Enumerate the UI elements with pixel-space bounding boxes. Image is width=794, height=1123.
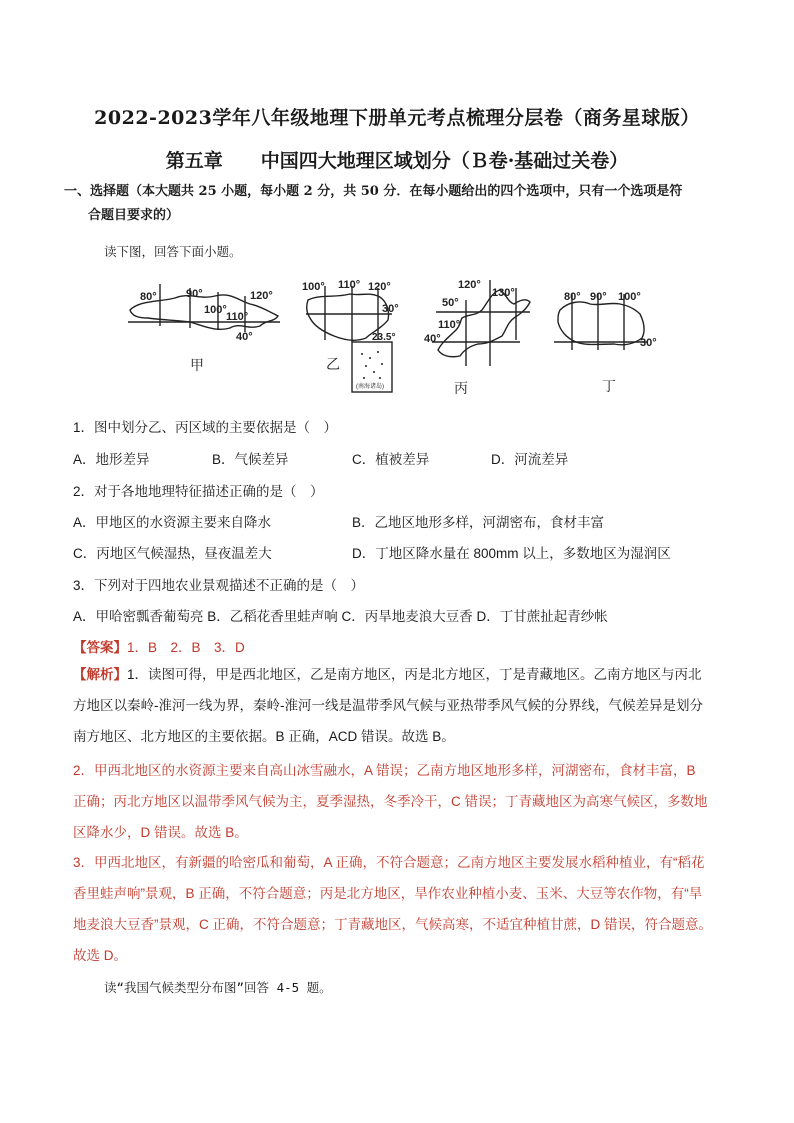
- analysis-line: 正确；丙北方地区以温带季风气候为主，夏季湿热，冬季冷干，C 错误；丁青藏地区为高寒气候区，多数地: [73, 794, 708, 809]
- answer-line: [73, 636, 245, 656]
- map-jia-lat-1: 40°: [236, 331, 253, 343]
- map-ding-lon-1: 80°: [564, 291, 581, 303]
- analysis-line: 地麦浪大豆香”景观，C 正确，不符合题意；丁青藏地区，气候高寒，不适宜种植甘蔗，D 错误，符合题意。: [73, 917, 712, 932]
- q1-option-b: B．气候差异: [212, 452, 289, 467]
- region-maps-svg: [120, 270, 680, 400]
- map-jia-label: 甲: [190, 357, 204, 373]
- map-jia-lon-1: 80°: [140, 291, 157, 303]
- map-yi-lon-2: 110°: [338, 279, 361, 291]
- analysis-line: 故选 D。: [73, 948, 127, 963]
- map-jia-lon-2: 90°: [186, 288, 203, 300]
- analysis-tag: 【解析】: [73, 667, 127, 682]
- analysis-paragraph-3: [73, 847, 728, 971]
- analysis-line: 香里蛙声响”景观，B 正确，不符合题意；丙是北方地区，旱作农业种植小麦、玉米、大豆等农作物，有“旱: [73, 886, 703, 901]
- map-yi-lon-3: 120°: [368, 281, 391, 293]
- map-bing-label: 丙: [454, 380, 468, 396]
- answer-tag: 【答案】: [73, 640, 127, 655]
- read-instruction-2: 读“我国气候类型分布图”回答 4-5 题。: [104, 980, 332, 995]
- map-ding-outline: [558, 302, 644, 345]
- q2-option-a: A．甲地区的水资源主要来自降水: [73, 515, 272, 530]
- map-bing-lon-2: 130°: [492, 287, 515, 299]
- analysis-line: 【解析】1．读图可得，甲是西北地区，乙是南方地区，丙是北方地区，丁是青藏地区。乙南方地区与丙北: [73, 667, 702, 682]
- region-maps: [120, 270, 680, 400]
- q2-option-c: C．丙地区气候湿热，昼夜温差大: [73, 546, 272, 561]
- map-ding-lon-3: 100°: [618, 291, 641, 303]
- q1-option-c: C．植被差异: [352, 452, 430, 467]
- map-bing-lat-2: 40°: [424, 333, 441, 345]
- map-yi-lon-1: 100°: [302, 281, 325, 293]
- map-ding-lon-2: 90°: [590, 291, 607, 303]
- q3-options: A．甲哈密瓢香葡萄亮 B．乙稻花香里蛙声响 C．丙旱地麦浪大豆香 D．丁甘蔗扯起青纱帐: [73, 609, 608, 624]
- map-jia-lon-4: 110°: [226, 311, 249, 323]
- question-1-stem: 1．图中划分乙、丙区域的主要依据是（ ）: [73, 420, 338, 435]
- question-3-stem: 3．下列对于四地农业景观描述不正确的是（ ）: [73, 578, 365, 593]
- map-jia-lon-3: 100°: [204, 304, 227, 316]
- analysis-line: 2．甲西北地区的水资源主要来自高山冰雪融水，A 错误；乙南方地区地形多样，河湖密布，食材丰富，B: [73, 763, 696, 778]
- map-ding-lat-1: 30°: [640, 337, 657, 349]
- document-title: 2022-2023学年八年级地理下册单元考点梳理分层卷（商务星球版）: [94, 107, 700, 129]
- section-heading-line2: 合题目要求的）: [88, 208, 180, 223]
- analysis-line: 南方地区、北方地区的主要依据。B 正确，ACD 错误。故选 B。: [73, 729, 455, 744]
- map-yi-inset-dots: [361, 351, 383, 379]
- map-yi-lat-2: 23.5°: [372, 332, 396, 343]
- q2-option-b: B．乙地区地形多样，河湖密布，食材丰富: [352, 515, 605, 530]
- map-jia-lon-5: 120°: [250, 290, 273, 302]
- analysis-line: 3．甲西北地区，有新疆的哈密瓜和葡萄，A 正确，不符合题意；乙南方地区主要发展水稻种植业，有“稻花: [73, 855, 705, 870]
- map-bing-lat-1: 50°: [442, 297, 459, 309]
- analysis-paragraph-2: [73, 755, 728, 848]
- q1-option-a: A．地形差异: [73, 452, 150, 467]
- q1-option-d: D．河流差异: [491, 452, 569, 467]
- map-bing-lon-3: 110°: [438, 319, 461, 331]
- analysis-line: 区降水少，D 错误。故选 B。: [73, 825, 248, 840]
- read-instruction: 读下图，回答下面小题。: [104, 244, 242, 259]
- analysis-line: 方地区以秦岭-淮河一线为界，秦岭-淮河一线是温带季风气候与亚热带季风气候的分界线，气候差异是划分: [73, 698, 703, 713]
- section-heading: [64, 180, 724, 228]
- map-yi-label: 乙: [326, 356, 340, 372]
- map-yi-inset-label: (南海诸岛): [356, 384, 384, 390]
- analysis-paragraph-1: [73, 659, 728, 752]
- map-yi-lat-1: 30°: [382, 303, 399, 315]
- q2-option-d: D．丁地区降水量在 800mm 以上，多数地区为湿润区: [352, 546, 671, 561]
- section-heading-line1: 一、选择题（本大题共 25 小题，每小题 2 分，共 50 分．在每小题给出的四个选项中，只有一个选项是符: [64, 184, 683, 199]
- map-bing-lon-1: 120°: [458, 279, 481, 291]
- answer-text: 1．B 2．B 3．D: [127, 640, 245, 655]
- question-2-stem: 2．对于各地地理特征描述正确的是（ ）: [73, 484, 324, 499]
- document-subtitle: 第五章 中国四大地理区域划分（Ｂ卷·基础过关卷）: [165, 150, 629, 172]
- map-ding-label: 丁: [602, 378, 616, 394]
